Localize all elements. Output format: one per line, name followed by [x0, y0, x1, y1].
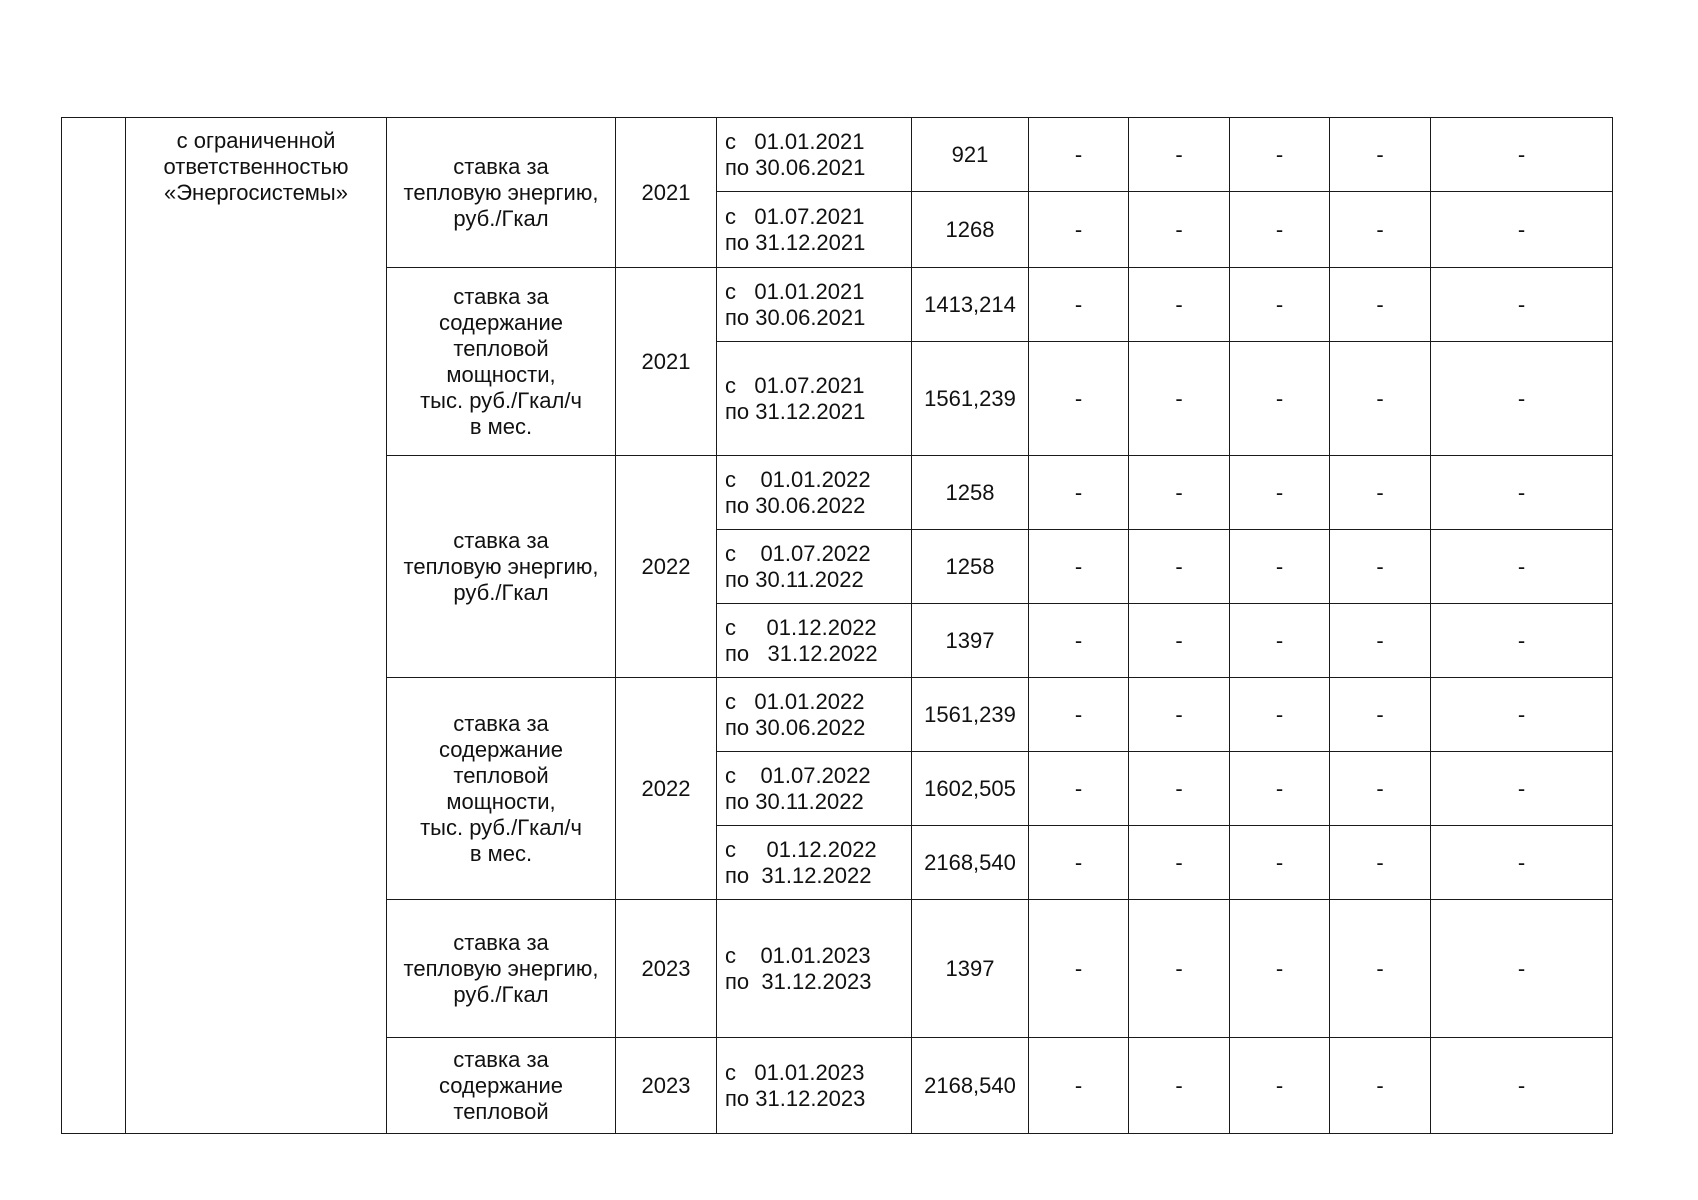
- empty-value-cell: -: [1431, 456, 1613, 530]
- period-cell: с 01.01.2023 по 31.12.2023: [717, 1038, 912, 1134]
- tariff-value-cell: 1397: [912, 900, 1029, 1038]
- empty-value-cell: -: [1330, 192, 1431, 268]
- row-number-cell: [62, 118, 126, 1134]
- empty-value-cell: -: [1330, 118, 1431, 192]
- year-cell: 2022: [616, 678, 717, 900]
- rate-label-cell: ставка за содержание тепловой мощности, тыс. руб./Гкал/ч в мес.: [387, 268, 616, 456]
- empty-value-cell: -: [1129, 530, 1230, 604]
- empty-value-cell: -: [1431, 530, 1613, 604]
- empty-value-cell: -: [1230, 826, 1330, 900]
- period-cell: с 01.07.2022 по 30.11.2022: [717, 752, 912, 826]
- empty-value-cell: -: [1129, 118, 1230, 192]
- empty-value-cell: -: [1330, 456, 1431, 530]
- rate-label-cell: ставка за содержание тепловой мощности, тыс. руб./Гкал/ч в мес.: [387, 678, 616, 900]
- period-cell: с 01.07.2022 по 30.11.2022: [717, 530, 912, 604]
- empty-value-cell: -: [1230, 604, 1330, 678]
- tariff-value-cell: 1397: [912, 604, 1029, 678]
- empty-value-cell: -: [1029, 118, 1129, 192]
- period-cell: с 01.07.2021 по 31.12.2021: [717, 342, 912, 456]
- year-cell: 2021: [616, 118, 717, 268]
- empty-value-cell: -: [1129, 1038, 1230, 1134]
- period-cell: с 01.01.2023 по 31.12.2023: [717, 900, 912, 1038]
- tariff-table: [61, 117, 1613, 1134]
- empty-value-cell: -: [1431, 826, 1613, 900]
- empty-value-cell: -: [1029, 1038, 1129, 1134]
- empty-value-cell: -: [1129, 268, 1230, 342]
- tariff-value-cell: 1258: [912, 530, 1029, 604]
- empty-value-cell: -: [1330, 530, 1431, 604]
- empty-value-cell: -: [1129, 456, 1230, 530]
- empty-value-cell: -: [1129, 342, 1230, 456]
- period-cell: с 01.01.2022 по 30.06.2022: [717, 678, 912, 752]
- empty-value-cell: -: [1431, 342, 1613, 456]
- tariff-value-cell: 1561,239: [912, 678, 1029, 752]
- empty-value-cell: -: [1330, 604, 1431, 678]
- empty-value-cell: -: [1129, 604, 1230, 678]
- empty-value-cell: -: [1029, 342, 1129, 456]
- empty-value-cell: -: [1129, 900, 1230, 1038]
- tariff-value-cell: 1561,239: [912, 342, 1029, 456]
- empty-value-cell: -: [1431, 752, 1613, 826]
- period-cell: с 01.07.2021 по 31.12.2021: [717, 192, 912, 268]
- rate-label-cell: ставка за содержание тепловой: [387, 1038, 616, 1134]
- period-cell: с 01.12.2022 по 31.12.2022: [717, 826, 912, 900]
- tariff-value-cell: 1413,214: [912, 268, 1029, 342]
- empty-value-cell: -: [1129, 678, 1230, 752]
- tariff-value-cell: 921: [912, 118, 1029, 192]
- empty-value-cell: -: [1230, 118, 1330, 192]
- tariff-value-cell: 2168,540: [912, 826, 1029, 900]
- empty-value-cell: -: [1029, 752, 1129, 826]
- organization-name-cell: с ограниченной ответственностью «Энергосистемы»: [126, 118, 387, 1134]
- empty-value-cell: -: [1431, 678, 1613, 752]
- year-cell: 2023: [616, 900, 717, 1038]
- year-cell: 2021: [616, 268, 717, 456]
- empty-value-cell: -: [1230, 192, 1330, 268]
- year-cell: 2023: [616, 1038, 717, 1134]
- empty-value-cell: -: [1029, 900, 1129, 1038]
- tariff-value-cell: 2168,540: [912, 1038, 1029, 1134]
- empty-value-cell: -: [1431, 1038, 1613, 1134]
- empty-value-cell: -: [1431, 900, 1613, 1038]
- empty-value-cell: -: [1230, 1038, 1330, 1134]
- empty-value-cell: -: [1330, 1038, 1431, 1134]
- empty-value-cell: -: [1029, 826, 1129, 900]
- rate-label-cell: ставка за тепловую энергию, руб./Гкал: [387, 118, 616, 268]
- tariff-value-cell: 1602,505: [912, 752, 1029, 826]
- table-row: [62, 118, 1613, 192]
- empty-value-cell: -: [1230, 342, 1330, 456]
- empty-value-cell: -: [1029, 456, 1129, 530]
- period-cell: с 01.12.2022 по 31.12.2022: [717, 604, 912, 678]
- empty-value-cell: -: [1230, 900, 1330, 1038]
- rate-label-cell: ставка за тепловую энергию, руб./Гкал: [387, 456, 616, 678]
- empty-value-cell: -: [1330, 900, 1431, 1038]
- empty-value-cell: -: [1129, 826, 1230, 900]
- empty-value-cell: -: [1129, 752, 1230, 826]
- empty-value-cell: -: [1029, 192, 1129, 268]
- period-cell: с 01.01.2021 по 30.06.2021: [717, 118, 912, 192]
- empty-value-cell: -: [1029, 678, 1129, 752]
- empty-value-cell: -: [1230, 530, 1330, 604]
- empty-value-cell: -: [1431, 604, 1613, 678]
- empty-value-cell: -: [1431, 192, 1613, 268]
- empty-value-cell: -: [1029, 530, 1129, 604]
- rate-label-cell: ставка за тепловую энергию, руб./Гкал: [387, 900, 616, 1038]
- period-cell: с 01.01.2022 по 30.06.2022: [717, 456, 912, 530]
- empty-value-cell: -: [1431, 268, 1613, 342]
- empty-value-cell: -: [1330, 678, 1431, 752]
- empty-value-cell: -: [1431, 118, 1613, 192]
- empty-value-cell: -: [1029, 604, 1129, 678]
- empty-value-cell: -: [1330, 342, 1431, 456]
- tariff-value-cell: 1258: [912, 456, 1029, 530]
- empty-value-cell: -: [1029, 268, 1129, 342]
- period-cell: с 01.01.2021 по 30.06.2021: [717, 268, 912, 342]
- empty-value-cell: -: [1129, 192, 1230, 268]
- table-body: [62, 118, 1613, 1134]
- year-cell: 2022: [616, 456, 717, 678]
- empty-value-cell: -: [1230, 678, 1330, 752]
- empty-value-cell: -: [1330, 268, 1431, 342]
- empty-value-cell: -: [1230, 456, 1330, 530]
- empty-value-cell: -: [1330, 826, 1431, 900]
- empty-value-cell: -: [1330, 752, 1431, 826]
- empty-value-cell: -: [1230, 752, 1330, 826]
- tariff-value-cell: 1268: [912, 192, 1029, 268]
- empty-value-cell: -: [1230, 268, 1330, 342]
